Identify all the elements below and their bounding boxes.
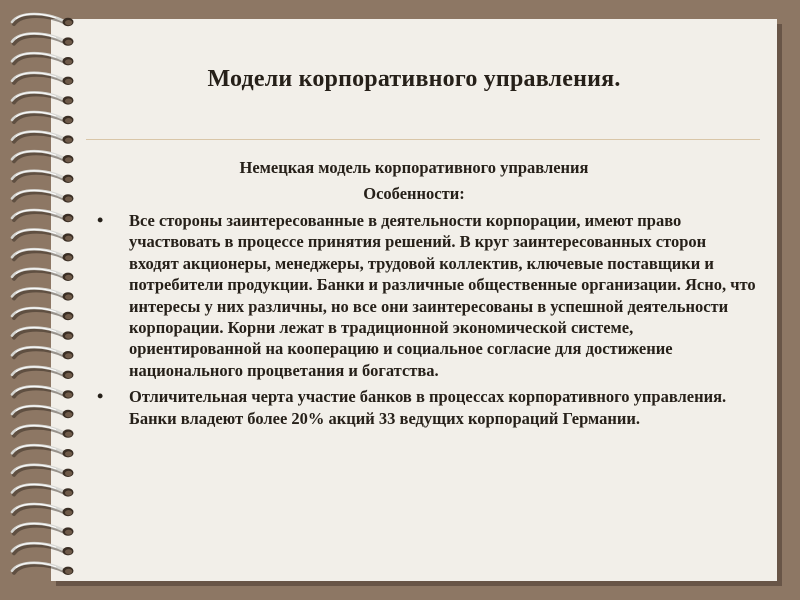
slide-subtitle: Немецкая модель корпоративного управления bbox=[239, 158, 589, 177]
spiral-ring bbox=[12, 288, 74, 300]
spiral-ring bbox=[12, 92, 74, 104]
spiral-ring bbox=[12, 34, 74, 46]
bullet-item bbox=[94, 386, 758, 429]
bullet-list bbox=[94, 210, 758, 434]
spiral-ring bbox=[12, 465, 74, 477]
spiral-ring bbox=[12, 249, 74, 261]
bullet-dot-icon: • bbox=[97, 210, 104, 230]
spiral-ring bbox=[12, 132, 74, 144]
spiral-ring bbox=[12, 504, 74, 516]
bullet-text: Отличительная черта участие банков в процессах корпоративного управления. Банки владеют более 20% акций 33 ведущих корпораций Германии. bbox=[129, 387, 727, 428]
spiral-ring bbox=[12, 543, 74, 555]
spiral-ring bbox=[12, 563, 74, 575]
spiral-ring bbox=[12, 524, 74, 536]
features-label: Особенности: bbox=[363, 184, 465, 203]
spiral-ring bbox=[12, 445, 74, 457]
spiral-ring bbox=[12, 53, 74, 65]
spiral-ring bbox=[12, 367, 74, 379]
spiral-ring bbox=[12, 112, 74, 124]
bullet-item bbox=[94, 210, 758, 381]
spiral-ring bbox=[12, 328, 74, 340]
spiral-ring bbox=[12, 269, 74, 281]
slide-title: Модели корпоративного управления. bbox=[207, 66, 621, 92]
bullet-text: Все стороны заинтересованные в деятельности корпорации, имеют право участвовать в процессе принятия решений. В круг заинтересованных сторон входят акционеры, менеджеры, трудовой коллектив, ключевые поставщики и потребители продукции. Банки и различные общественные организации. Ясно, что интересы у них различны, но все они заинтересованы в успешной деятельности корпорации. Корни лежат в традиционной экономической системе, ориентированной на кооперацию и социальное согласие для достижение национального процветания и богатства. bbox=[129, 211, 756, 380]
spiral-ring bbox=[12, 308, 74, 320]
spiral-ring bbox=[12, 14, 74, 26]
spiral-ring bbox=[12, 230, 74, 242]
spiral-ring bbox=[12, 210, 74, 222]
spiral-ring bbox=[12, 347, 74, 359]
spiral-ring bbox=[12, 406, 74, 418]
title-divider bbox=[86, 139, 760, 140]
spiral-ring bbox=[12, 426, 74, 438]
bullet-dot-icon: • bbox=[97, 386, 104, 407]
spiral-ring bbox=[12, 484, 74, 496]
spiral-ring bbox=[12, 386, 74, 398]
